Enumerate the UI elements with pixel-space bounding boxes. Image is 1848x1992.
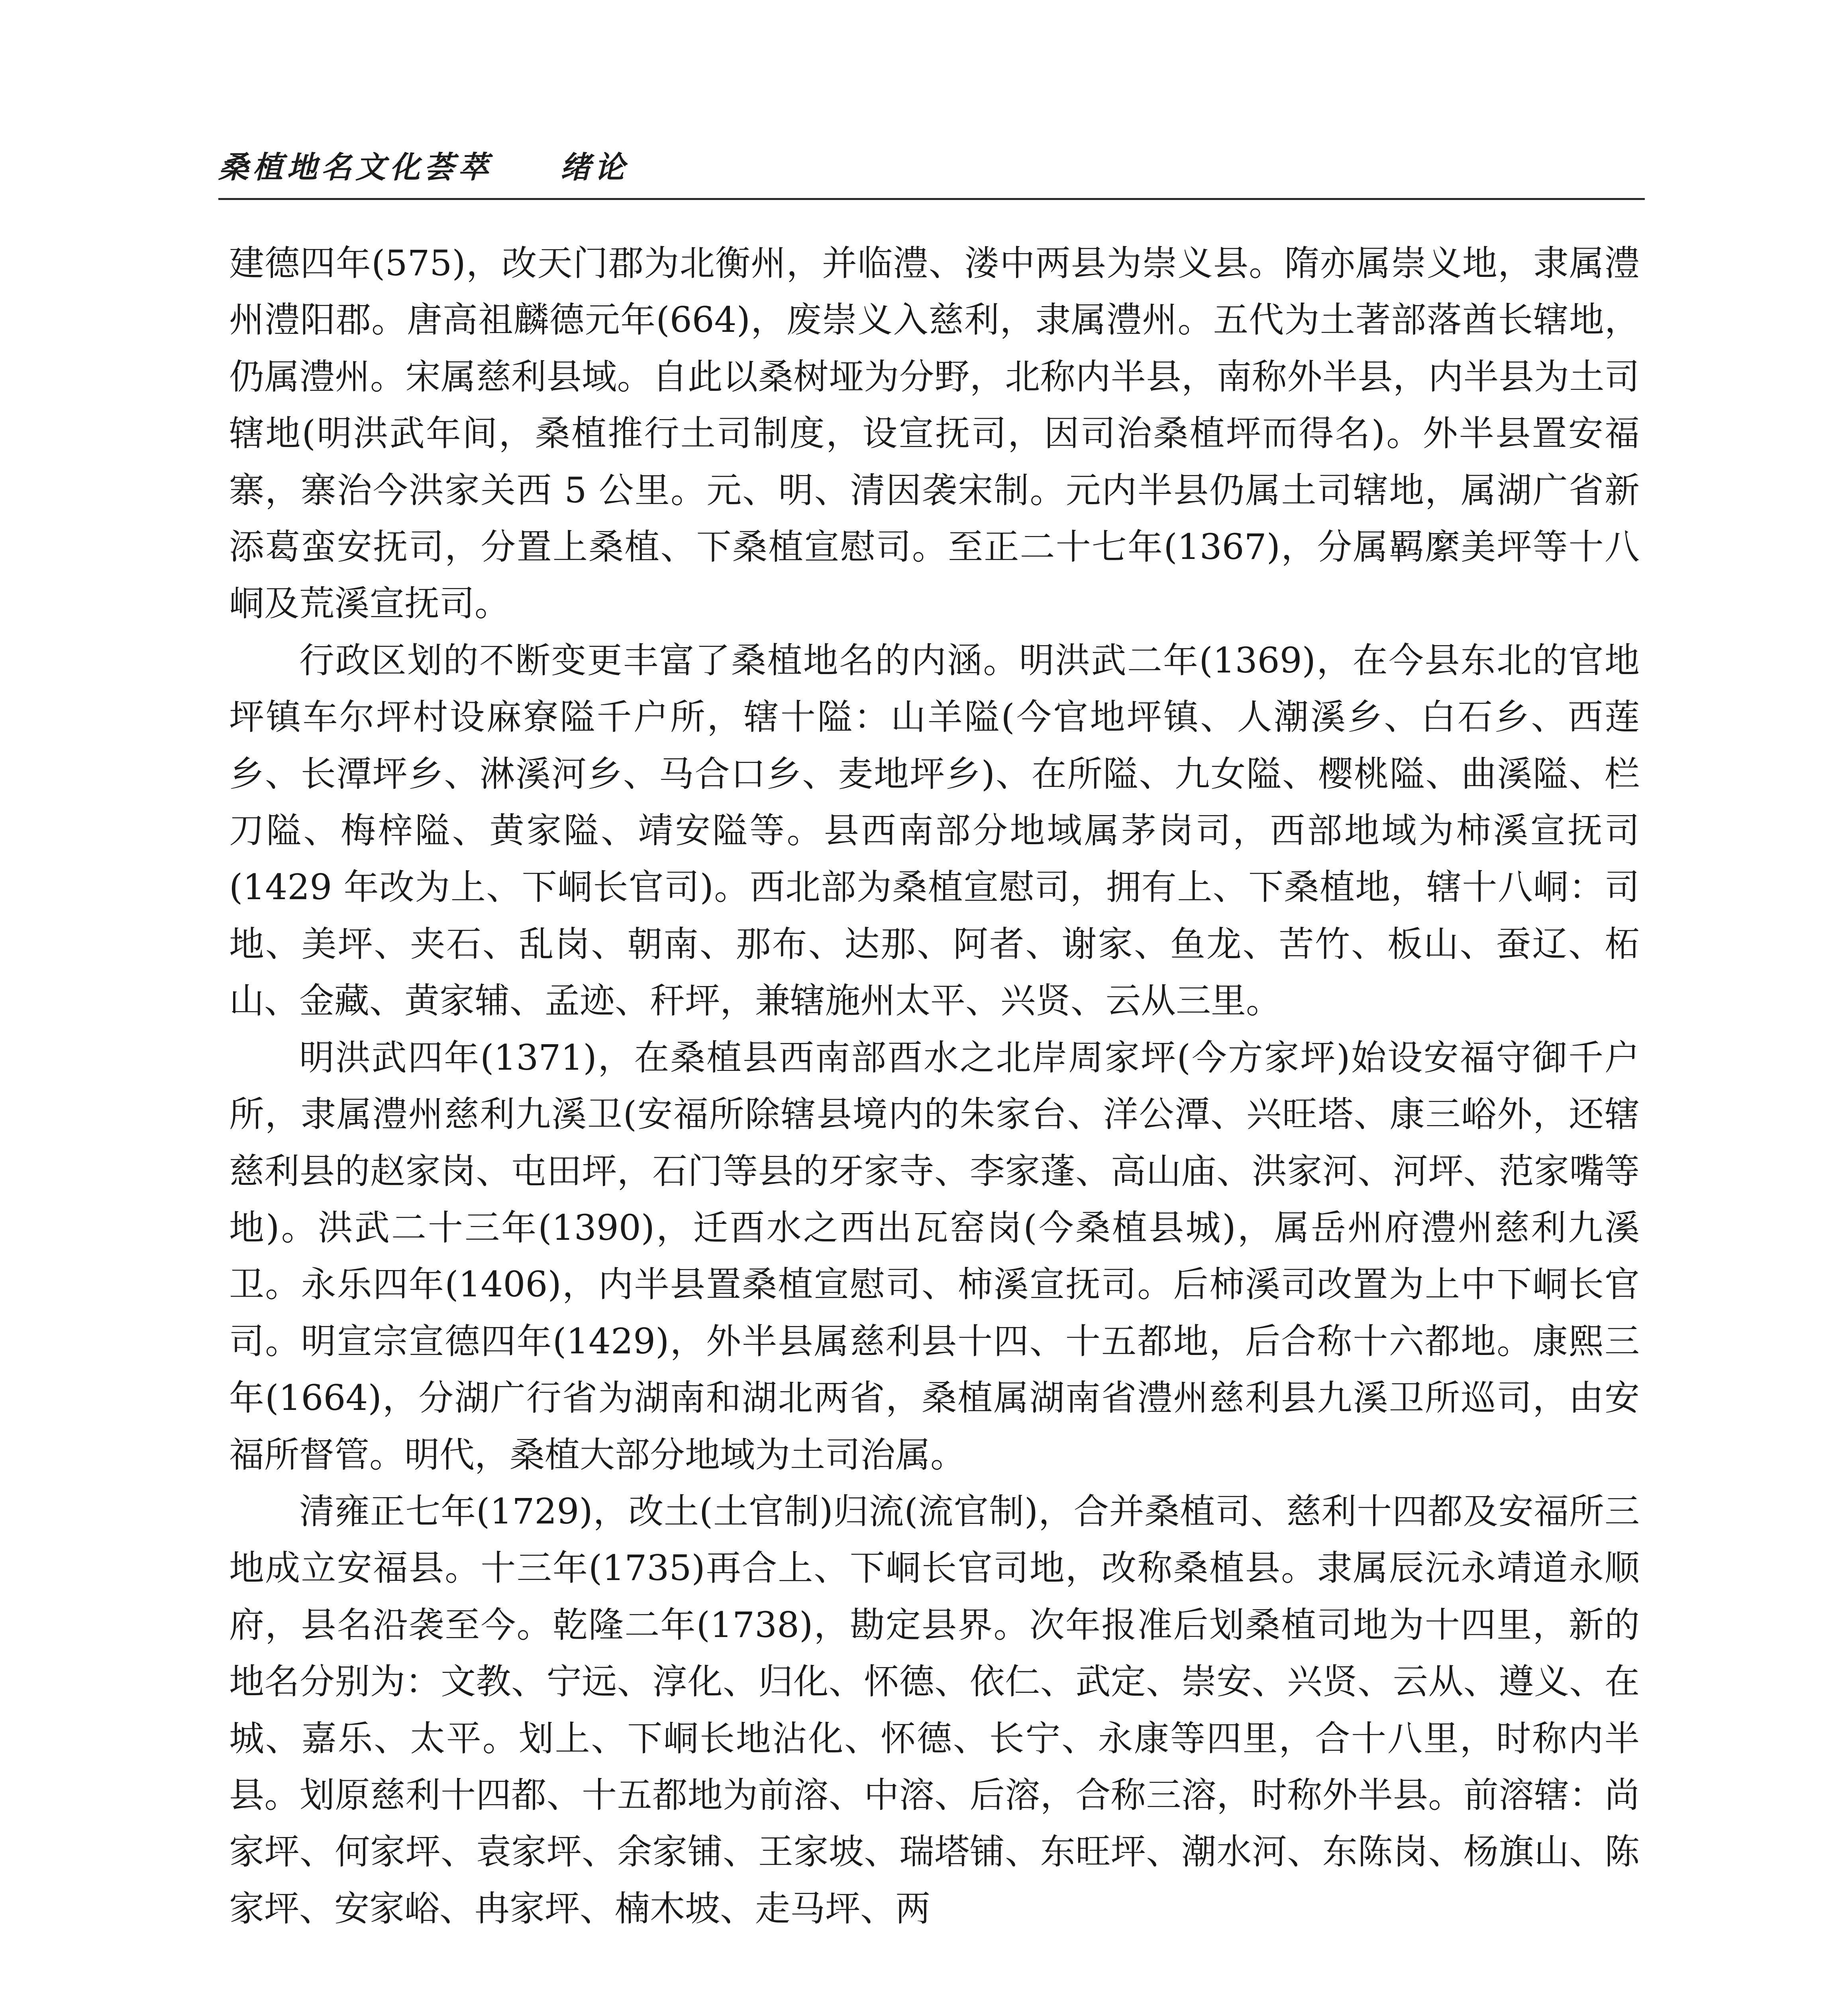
body-text <box>229 235 1640 1937</box>
paragraph-4: 清雍正七年(1729)，改土(土官制)归流(流官制)，合并桑植司、慈利十四都及安福所三地成立安福县。十三年(1735)再合上、下峒长官司地，改称桑植县。隶属辰沅永靖道永顺府，县名沿袭至今。乾隆二年(1738)，勘定县界。次年报准后划桑植司地为十四里，新的地名分别为：文教、宁远、淳化、归化、怀德、依仁、武定、崇安、兴贤、云从、遵义、在城、嘉乐、太平。划上、下峒长地沾化、怀德、长宁、永康等四里，合十八里，时称内半县。划原慈利十四都、十五都地为前溶、中溶、后溶，合称三溶，时称外半县。前溶辖：尚家坪、何家坪、袁家坪、余家铺、王家坡、瑞塔铺、东旺坪、潮水河、东陈岗、杨旗山、陈家坪、安家峪、冉家坪、楠木坡、走马坪、两 <box>229 1490 1640 1929</box>
paragraph-3: 明洪武四年(1371)，在桑植县西南部酉水之北岸周家坪(今方家坪)始设安福守御千户所，隶属澧州慈利九溪卫(安福所除辖县境内的朱家台、洋公潭、兴旺塔、康三峪外，还辖慈利县的赵家岗、屯田坪，石门等县的牙家寺、李家蓬、高山庙、洪家河、河坪、范家嘴等地)。洪武二十三年(1390)，迁酉水之西出瓦窑岗(今桑植县城)，属岳州府澧州慈利九溪卫。永乐四年(1406)，内半县置桑植宣慰司、柿溪宣抚司。后柿溪司改置为上中下峒长官司。明宣宗宣德四年(1429)，外半县属慈利县十四、十五都地，后合称十六都地。康熙三年(1664)，分湖广行省为湖南和湖北两省，桑植属湖南省澧州慈利县九溪卫所巡司，由安福所督管。明代，桑植大部分地域为土司治属。 <box>229 1037 1640 1475</box>
paragraph-1: 建德四年(575)，改天门郡为北衡州，并临澧、溇中两县为崇义县。隋亦属崇义地，隶属澧州澧阳郡。唐高祖麟德元年(664)，废崇义入慈利，隶属澧州。五代为土著部落酋长辖地，仍属澧州。宋属慈利县域。自此以桑树垭为分野，北称内半县，南称外半县，内半县为土司辖地(明洪武年间，桑植推行土司制度，设宣抚司，因司治桑植坪而得名)。外半县置安福寨，寨治今洪家关西 5 公里。元、明、清因袭宋制。元内半县仍属土司辖地，属湖广省新添葛蛮安抚司，分置上桑植、下桑植宣慰司。至正二十七年(1367)，分属羁縻美坪等十八峒及荒溪宣抚司。 <box>229 243 1640 624</box>
running-header <box>218 143 629 186</box>
book-title: 桑植地名文化荟萃 <box>218 149 492 185</box>
section-title: 绪论 <box>560 149 629 185</box>
header-rule <box>218 198 1645 200</box>
paragraph-2: 行政区划的不断变更丰富了桑植地名的内涵。明洪武二年(1369)，在今县东北的官地坪镇车尔坪村设麻寮隘千户所，辖十隘：山羊隘(今官地坪镇、人潮溪乡、白石乡、西莲乡、长潭坪乡、淋溪河乡、马合口乡、麦地坪乡)、在所隘、九女隘、樱桃隘、曲溪隘、栏刀隘、梅梓隘、黄家隘、靖安隘等。县西南部分地域属茅岗司，西部地域为柿溪宣抚司(1429 年改为上、下峒长官司)。西北部为桑植宣慰司，拥有上、下桑植地，辖十八峒：司地、美坪、夹石、乱岗、朝南、那布、达那、阿者、谢家、鱼龙、苦竹、板山、蚕辽、柘山、金藏、黄家辅、孟迹、秆坪，兼辖施州太平、兴贤、云从三里。 <box>229 639 1640 1021</box>
